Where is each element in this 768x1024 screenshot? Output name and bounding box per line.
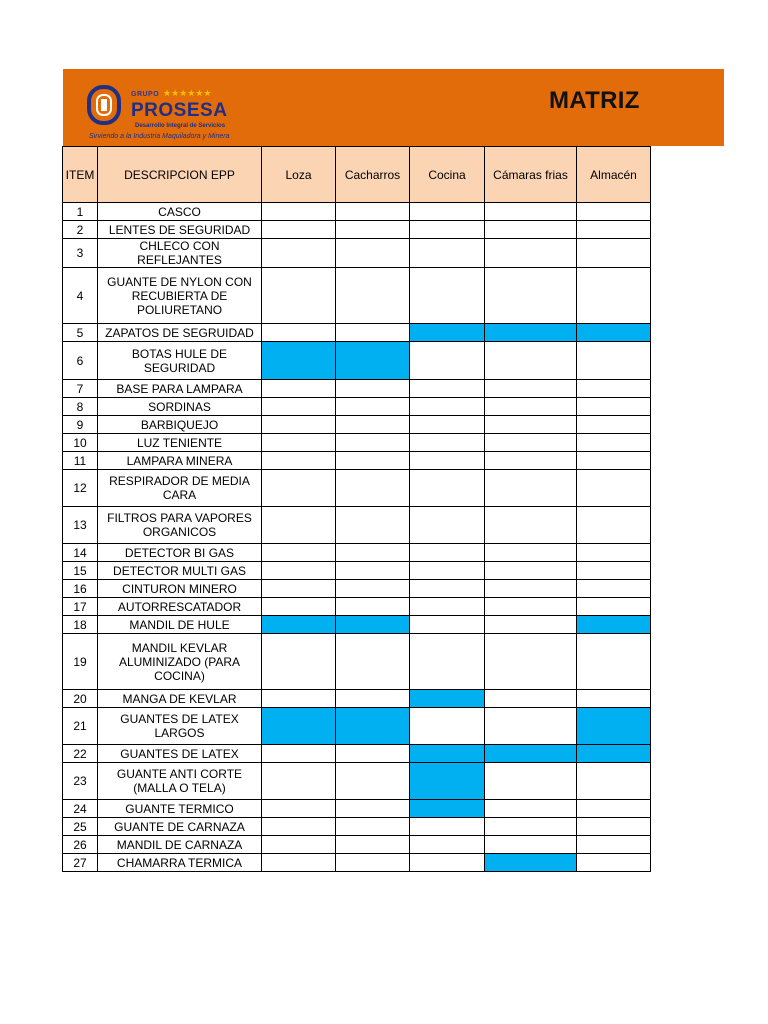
matrix-cell-cacharros [336,800,410,818]
table-row [63,416,651,434]
description-cell: LAMPARA MINERA [98,452,262,470]
description-cell: ZAPATOS DE SEGRUIDAD [98,324,262,342]
matrix-cell-cocina [410,416,485,434]
matrix-cell-marked-almacen [577,324,651,342]
item-number-cell: 1 [63,203,98,221]
item-number-cell: 25 [63,818,98,836]
table-row [63,690,651,708]
item-number-cell: 7 [63,380,98,398]
matrix-cell-cocina [410,836,485,854]
item-number-cell: 3 [63,239,98,268]
matrix-cell-cocina [410,544,485,562]
matrix-cell-cocina [410,818,485,836]
matrix-cell-loza [262,416,336,434]
description-cell: GUANTE DE CARNAZA [98,818,262,836]
description-cell: DETECTOR MULTI GAS [98,562,262,580]
matrix-cell-loza [262,854,336,872]
logo-subtitle-text: Desarrollo Integral de Servicios [135,123,226,129]
matrix-cell-cocina [410,854,485,872]
matrix-cell-camaras-frias [485,452,577,470]
matrix-cell-cocina [410,239,485,268]
matrix-cell-almacen [577,800,651,818]
item-number-cell: 16 [63,580,98,598]
matrix-cell-cocina [410,598,485,616]
matrix-cell-camaras-frias [485,634,577,690]
matrix-cell-marked-loza [262,342,336,380]
matrix-cell-marked-cacharros [336,708,410,745]
item-number-cell: 10 [63,434,98,452]
description-cell: BARBIQUEJO [98,416,262,434]
description-cell: BOTAS HULE DE SEGURIDAD [98,342,262,380]
matrix-cell-marked-camaras-frias [485,745,577,763]
matrix-cell-camaras-frias [485,690,577,708]
matrix-cell-marked-cocina [410,763,485,800]
item-number-cell: 26 [63,836,98,854]
item-number-cell: 8 [63,398,98,416]
description-cell: LENTES DE SEGURIDAD [98,221,262,239]
matrix-cell-cacharros [336,836,410,854]
item-number-cell: 9 [63,416,98,434]
matrix-cell-marked-cacharros [336,616,410,634]
matrix-cell-almacen [577,690,651,708]
matrix-cell-cacharros [336,324,410,342]
matrix-cell-cocina [410,221,485,239]
prosesa-logo [85,79,265,139]
logo-tagline-text: Sirviendo a la Industria Maquiladora y Minera [89,133,230,140]
description-cell: SORDINAS [98,398,262,416]
table-row [63,452,651,470]
table-row [63,763,651,800]
item-number-cell: 20 [63,690,98,708]
matrix-cell-almacen [577,239,651,268]
matrix-cell-marked-cocina [410,324,485,342]
description-cell: MANDIL KEVLAR ALUMINIZADO (PARA COCINA) [98,634,262,690]
matrix-cell-almacen [577,836,651,854]
matrix-cell-loza [262,763,336,800]
matrix-cell-camaras-frias [485,544,577,562]
matrix-cell-almacen [577,580,651,598]
matrix-cell-marked-loza [262,708,336,745]
matrix-cell-marked-cocina [410,745,485,763]
matrix-cell-almacen [577,434,651,452]
item-number-cell: 23 [63,763,98,800]
matrix-cell-cocina [410,268,485,324]
matrix-cell-cocina [410,507,485,544]
matrix-cell-loza [262,836,336,854]
table-row [63,544,651,562]
matrix-cell-camaras-frias [485,818,577,836]
header-band [63,69,724,146]
header-col-description: DESCRIPCION EPP [98,147,262,203]
matrix-cell-camaras-frias [485,416,577,434]
prosesa-logo-icon [87,85,123,125]
logo-grupo-text: GRUPO [131,91,160,98]
matrix-cell-cocina [410,380,485,398]
matrix-cell-marked-loza [262,616,336,634]
matrix-cell-camaras-frias [485,763,577,800]
matrix-cell-cacharros [336,634,410,690]
matrix-cell-loza [262,398,336,416]
description-cell: AUTORRESCATADOR [98,598,262,616]
table-row [63,745,651,763]
description-cell: CASCO [98,203,262,221]
description-cell: FILTROS PARA VAPORES ORGANICOS [98,507,262,544]
item-number-cell: 22 [63,745,98,763]
header-col-cocina: Cocina [410,147,485,203]
matrix-cell-camaras-frias [485,580,577,598]
matrix-cell-cacharros [336,854,410,872]
item-number-cell: 4 [63,268,98,324]
matrix-cell-cocina [410,616,485,634]
matrix-cell-almacen [577,763,651,800]
matrix-cell-cacharros [336,268,410,324]
table-row [63,507,651,544]
matrix-cell-cacharros [336,562,410,580]
matrix-cell-almacen [577,416,651,434]
table-header-row [63,147,651,203]
table-row [63,562,651,580]
matrix-cell-cacharros [336,580,410,598]
matrix-cell-cacharros [336,745,410,763]
table-row [63,239,651,268]
logo-stars-icon: ★★★★★★ [163,88,212,98]
header-col-almacen: Almacén [577,147,651,203]
matrix-cell-cacharros [336,239,410,268]
matrix-cell-almacen [577,507,651,544]
matrix-cell-marked-camaras-frias [485,854,577,872]
matrix-cell-marked-cocina [410,800,485,818]
matrix-cell-almacen [577,598,651,616]
description-cell: LUZ TENIENTE [98,434,262,452]
matrix-cell-marked-camaras-frias [485,324,577,342]
description-cell: MANDIL DE HULE [98,616,262,634]
matrix-cell-almacen [577,398,651,416]
matrix-cell-loza [262,324,336,342]
table-row [63,580,651,598]
matrix-cell-cocina [410,203,485,221]
table-row [63,800,651,818]
matrix-cell-almacen [577,221,651,239]
matrix-cell-marked-almacen [577,616,651,634]
matrix-cell-loza [262,690,336,708]
item-number-cell: 12 [63,470,98,507]
header-col-camaras-frias: Cámaras frias [485,147,577,203]
table-row [63,634,651,690]
table-row [63,398,651,416]
table-row [63,854,651,872]
matrix-cell-loza [262,239,336,268]
item-number-cell: 24 [63,800,98,818]
item-number-cell: 14 [63,544,98,562]
matrix-cell-cacharros [336,818,410,836]
matrix-cell-loza [262,745,336,763]
description-cell: GUANTE DE NYLON CON RECUBIERTA DE POLIURETANO [98,268,262,324]
matrix-cell-almacen [577,203,651,221]
matrix-cell-camaras-frias [485,836,577,854]
matrix-cell-loza [262,452,336,470]
matrix-cell-camaras-frias [485,708,577,745]
matrix-cell-almacen [577,342,651,380]
description-cell: DETECTOR BI GAS [98,544,262,562]
matrix-cell-almacen [577,562,651,580]
matrix-cell-loza [262,580,336,598]
table-row [63,342,651,380]
description-cell: GUANTE TERMICO [98,800,262,818]
matrix-cell-camaras-frias [485,203,577,221]
matrix-cell-cacharros [336,398,410,416]
matrix-cell-marked-cacharros [336,342,410,380]
logo-name-text: PROSESA [131,100,228,121]
description-cell: MANGA DE KEVLAR [98,690,262,708]
matrix-cell-cacharros [336,221,410,239]
matrix-cell-camaras-frias [485,800,577,818]
matrix-cell-loza [262,634,336,690]
matrix-cell-loza [262,380,336,398]
matrix-cell-cacharros [336,598,410,616]
matrix-cell-cacharros [336,690,410,708]
matrix-cell-loza [262,221,336,239]
matrix-cell-cocina [410,470,485,507]
matrix-cell-camaras-frias [485,434,577,452]
matrix-cell-loza [262,507,336,544]
matrix-cell-almacen [577,452,651,470]
matrix-cell-loza [262,800,336,818]
description-cell: CINTURON MINERO [98,580,262,598]
description-cell: GUANTES DE LATEX [98,745,262,763]
matrix-cell-camaras-frias [485,598,577,616]
matrix-cell-camaras-frias [485,239,577,268]
matrix-cell-cocina [410,634,485,690]
item-number-cell: 5 [63,324,98,342]
matrix-cell-almacen [577,544,651,562]
matrix-cell-camaras-frias [485,562,577,580]
item-number-cell: 17 [63,598,98,616]
matrix-cell-almacen [577,380,651,398]
matrix-cell-cocina [410,580,485,598]
matrix-cell-loza [262,470,336,507]
page-title: MATRIZ [549,87,640,114]
table-row [63,470,651,507]
table-row [63,268,651,324]
item-number-cell: 18 [63,616,98,634]
item-number-cell: 19 [63,634,98,690]
matrix-cell-cacharros [336,507,410,544]
table-row [63,324,651,342]
matrix-cell-camaras-frias [485,616,577,634]
matrix-cell-marked-almacen [577,745,651,763]
matrix-cell-cocina [410,398,485,416]
header-col-item: ITEM [63,147,98,203]
table-row [63,203,651,221]
matrix-cell-cacharros [336,763,410,800]
item-number-cell: 2 [63,221,98,239]
table-row [63,708,651,745]
matrix-cell-loza [262,562,336,580]
matrix-cell-almacen [577,268,651,324]
matrix-cell-camaras-frias [485,470,577,507]
table-row [63,616,651,634]
item-number-cell: 13 [63,507,98,544]
matrix-cell-camaras-frias [485,221,577,239]
description-cell: MANDIL DE CARNAZA [98,836,262,854]
matrix-cell-cocina [410,434,485,452]
matrix-cell-loza [262,268,336,324]
item-number-cell: 15 [63,562,98,580]
table-row [63,598,651,616]
matrix-cell-almacen [577,854,651,872]
description-cell: BASE PARA LAMPARA [98,380,262,398]
header-col-loza: Loza [262,147,336,203]
matrix-cell-loza [262,544,336,562]
matrix-cell-marked-almacen [577,708,651,745]
epp-matrix-table [62,146,651,872]
matrix-cell-almacen [577,818,651,836]
matrix-cell-loza [262,203,336,221]
matrix-cell-camaras-frias [485,342,577,380]
table-row [63,221,651,239]
matrix-cell-loza [262,434,336,452]
matrix-cell-camaras-frias [485,268,577,324]
matrix-cell-loza [262,598,336,616]
table-row [63,836,651,854]
matrix-cell-camaras-frias [485,507,577,544]
matrix-cell-almacen [577,634,651,690]
table-row [63,380,651,398]
description-cell: CHAMARRA TERMICA [98,854,262,872]
item-number-cell: 21 [63,708,98,745]
matrix-cell-cocina [410,708,485,745]
item-number-cell: 27 [63,854,98,872]
table-row [63,434,651,452]
matrix-cell-loza [262,818,336,836]
header-col-cacharros: Cacharros [336,147,410,203]
matrix-cell-cocina [410,342,485,380]
table-body [63,203,651,872]
item-number-cell: 11 [63,452,98,470]
matrix-cell-cocina [410,562,485,580]
matrix-cell-camaras-frias [485,380,577,398]
matrix-cell-cacharros [336,452,410,470]
matrix-cell-cacharros [336,380,410,398]
matrix-cell-almacen [577,470,651,507]
matrix-cell-marked-cocina [410,690,485,708]
description-cell: RESPIRADOR DE MEDIA CARA [98,470,262,507]
item-number-cell: 6 [63,342,98,380]
matrix-cell-cacharros [336,434,410,452]
description-cell: GUANTE ANTI CORTE (MALLA O TELA) [98,763,262,800]
table-row [63,818,651,836]
matrix-cell-cacharros [336,203,410,221]
matrix-cell-camaras-frias [485,398,577,416]
description-cell: CHLECO CON REFLEJANTES [98,239,262,268]
matrix-cell-cocina [410,452,485,470]
matrix-cell-cacharros [336,470,410,507]
description-cell: GUANTES DE LATEX LARGOS [98,708,262,745]
matrix-cell-cacharros [336,416,410,434]
matrix-cell-cacharros [336,544,410,562]
